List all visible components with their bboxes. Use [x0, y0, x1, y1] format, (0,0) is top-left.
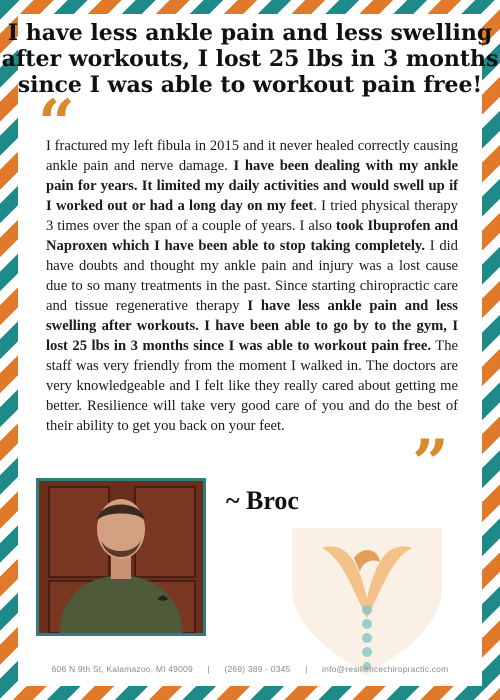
footer-email[interactable]: info@resiliencechiropractic.com — [322, 664, 449, 674]
testimonial-segment: I did have doubts and thought my ankle pain and injury was a lost cause due to so many treatments in the past. Since starting chiropractic care and tissue regenerative therapy — [46, 238, 458, 314]
footer-phone: (269) 389 - 0345 — [224, 664, 291, 674]
footer-separator: | — [305, 664, 308, 674]
testimonial-text — [46, 136, 458, 436]
phoenix-spine-logo-icon — [262, 518, 472, 678]
customer-signature: ~ Broc — [226, 486, 299, 515]
open-quote-icon: “ — [38, 86, 75, 161]
testimonial-segment: I fractured my left fibula in 2015 and it never healed correctly causing ankle pain and nerve damage. — [46, 138, 458, 174]
person-photo-icon — [39, 481, 203, 633]
testimonial-emphasis: I have less ankle pain and less swelling after workouts. I have been able to go by to the gym, I lost 25 lbs in 3 months since I was able to workout pain free. — [46, 298, 458, 354]
testimonial-emphasis: I have been dealing with my ankle pain for years. It limited my daily activities and would swell up if I worked out or had a long day on my feet — [46, 158, 458, 214]
headline: I have less ankle pain and less swelling after workouts, I lost 25 lbs in 3 months since I was able to workout pain free! — [1, 20, 499, 98]
testimonial-segment: . I tried physical therapy 3 times over the span of a couple of years. I also — [46, 198, 458, 234]
footer-contact — [0, 664, 500, 674]
footer-address: 606 N 9th St, Kalamazoo, MI 49009 — [51, 664, 193, 674]
footer-separator: | — [207, 664, 210, 674]
testimonial-emphasis: took Ibuprofen and Naproxen which I have been able to stop taking completely. — [46, 218, 458, 254]
testimonial-segment: The staff was very friendly from the moment I walked in. The doctors are very knowledgeable and I felt like they really cared about getting me better. Resilience will take very good care of you and do the best of their ability to get you back on your feet. — [46, 338, 458, 434]
close-quote-icon: ” — [412, 426, 449, 501]
customer-photo — [36, 478, 206, 636]
